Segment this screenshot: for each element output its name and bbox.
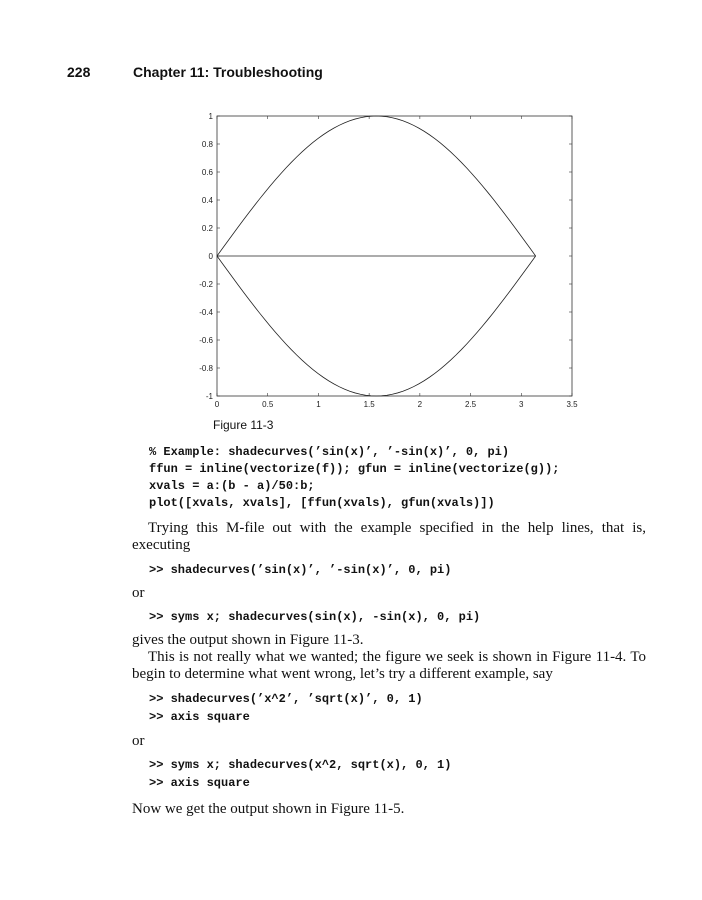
paragraph-gives-output: gives the output shown in Figure 11-3. bbox=[132, 632, 364, 648]
y-tick-label: -0.6 bbox=[199, 336, 213, 345]
x-tick-label: 1 bbox=[316, 400, 321, 409]
command-axis-square-2: >> axis square bbox=[149, 776, 250, 790]
y-tick-label: -1 bbox=[205, 392, 213, 401]
y-tick-label: 0.2 bbox=[201, 224, 213, 233]
y-tick-label: 0.6 bbox=[201, 168, 213, 177]
figure-caption: Figure 11-3 bbox=[213, 418, 274, 432]
x-tick-label: 0 bbox=[214, 400, 220, 409]
figure-11-3-plot bbox=[190, 108, 590, 413]
command-shadecurves-syms-x2: >> syms x; shadecurves(x^2, sqrt(x), 0, 1) bbox=[149, 758, 452, 772]
or-text-2: or bbox=[132, 733, 145, 749]
command-shadecurves-strings: >> shadecurves(’sin(x)’, ’-sin(x)’, 0, pi) bbox=[149, 563, 452, 577]
x-tick-label: 2.5 bbox=[465, 400, 477, 409]
series-line-sin-x bbox=[217, 116, 536, 256]
paragraph-now-we-get: Now we get the output shown in Figure 11-5. bbox=[132, 801, 405, 817]
command-shadecurves-x2: >> shadecurves(’x^2’, ’sqrt(x)’, 0, 1) bbox=[149, 692, 423, 706]
y-tick-label: 0.4 bbox=[201, 196, 213, 205]
page-number: 228 bbox=[67, 64, 91, 80]
x-tick-label: 3.5 bbox=[566, 400, 578, 409]
y-tick-label: 0 bbox=[208, 252, 213, 261]
x-tick-label: 3 bbox=[519, 400, 524, 409]
x-tick-label: 2 bbox=[417, 400, 423, 409]
code-line-1: % Example: shadecurves(’sin(x)’, ’-sin(x)’, 0, pi) bbox=[149, 445, 510, 459]
series-line-sin-x bbox=[217, 256, 536, 396]
command-shadecurves-syms: >> syms x; shadecurves(sin(x), -sin(x), 0, pi) bbox=[149, 610, 481, 624]
paragraph-trying: Trying this M-file out with the example specified in the help lines, that is, executing bbox=[132, 520, 646, 553]
chapter-title: Chapter 11: Troubleshooting bbox=[133, 64, 323, 80]
y-tick-label: -0.2 bbox=[199, 280, 213, 289]
code-line-4: plot([xvals, xvals], [ffun(xvals), gfun(xvals)]) bbox=[149, 496, 495, 510]
code-line-2: ffun = inline(vectorize(f)); gfun = inline(vectorize(g)); bbox=[149, 462, 560, 476]
y-tick-label: -0.4 bbox=[199, 308, 213, 317]
paragraph-not-what-we-wanted: This is not really what we wanted; the figure we seek is shown in Figure 11-4. To begin to determine what went wrong, let’s try a different example, say bbox=[132, 649, 646, 682]
y-tick-label: -0.8 bbox=[199, 364, 213, 373]
command-axis-square-1: >> axis square bbox=[149, 710, 250, 724]
x-tick-label: 1.5 bbox=[363, 400, 375, 409]
or-text-1: or bbox=[132, 585, 145, 601]
code-line-3: xvals = a:(b - a)/50:b; bbox=[149, 479, 315, 493]
x-tick-label: 0.5 bbox=[262, 400, 274, 409]
y-tick-label: 1 bbox=[208, 112, 213, 121]
y-tick-label: 0.8 bbox=[201, 140, 213, 149]
